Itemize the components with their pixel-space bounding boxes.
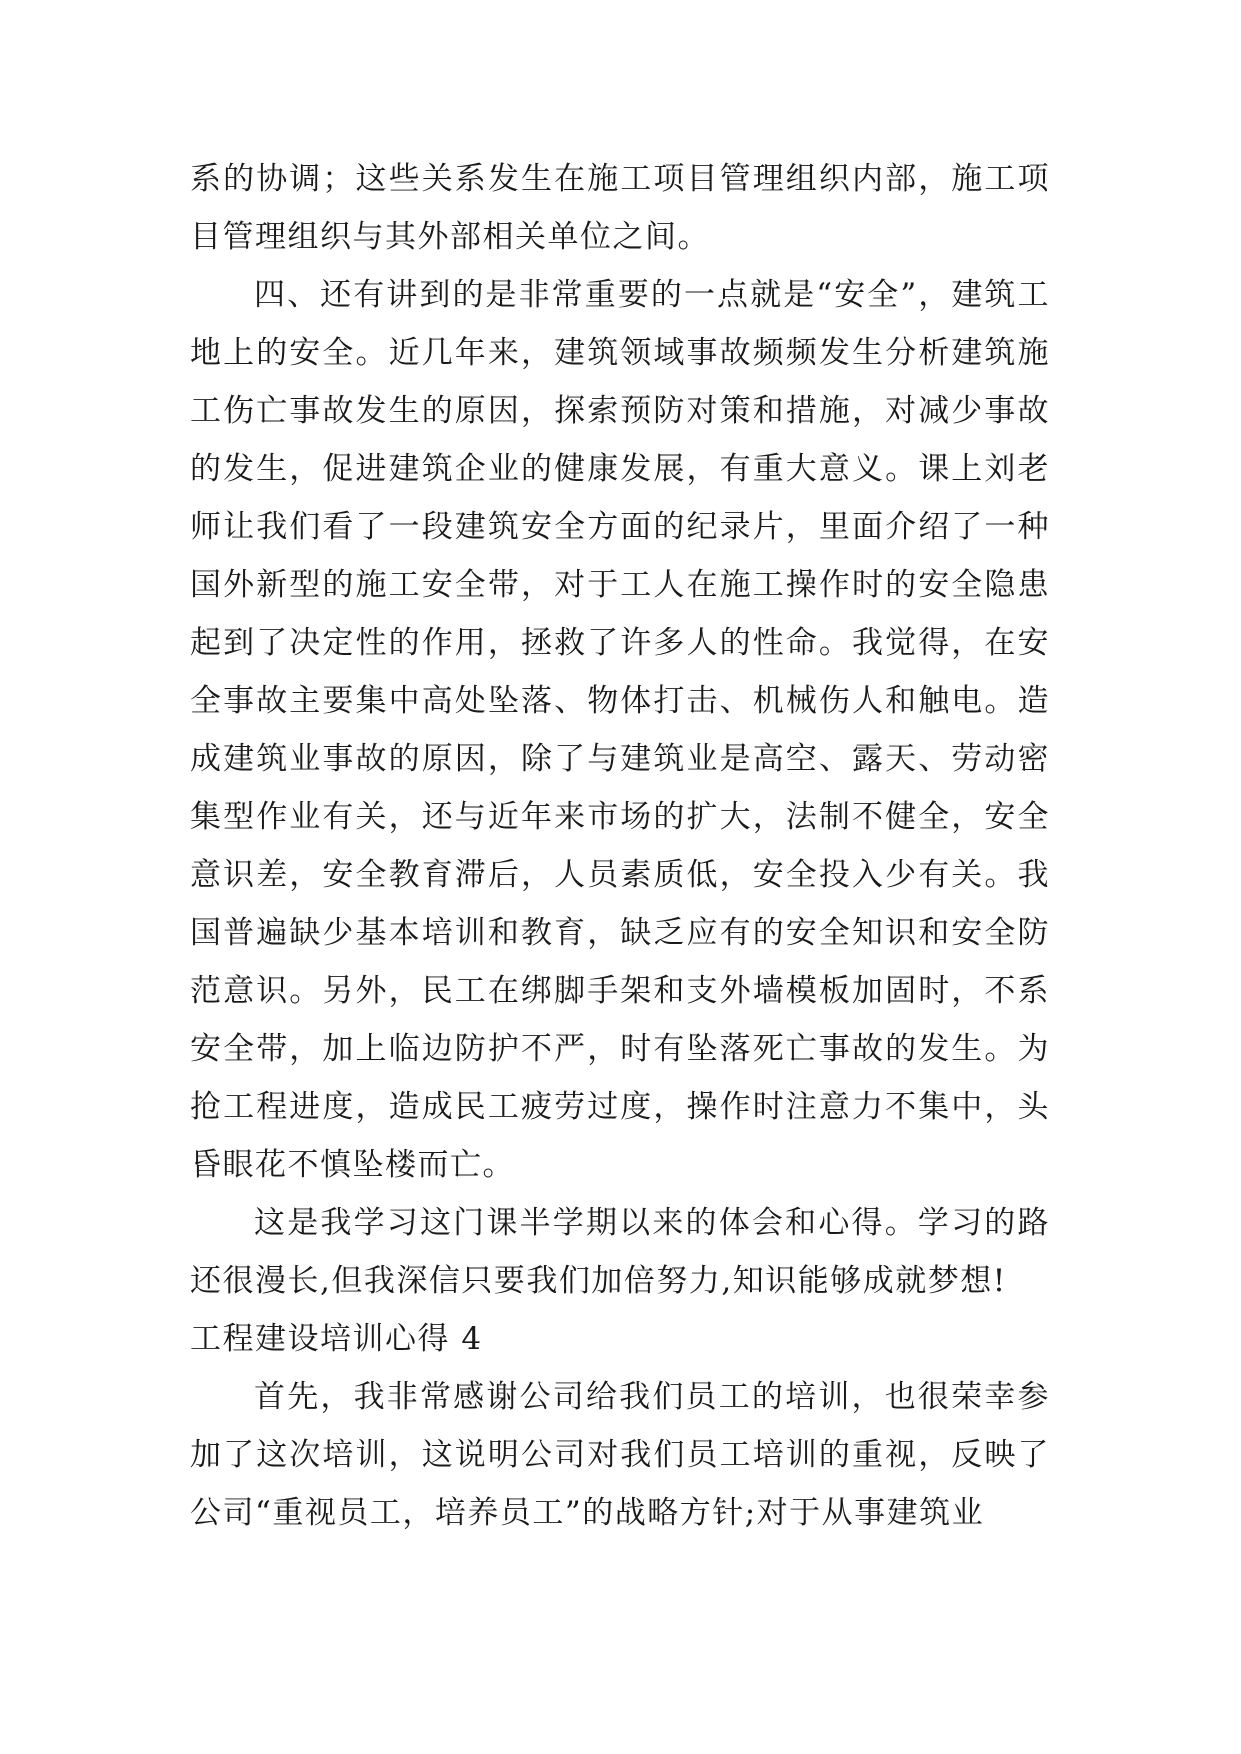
paragraph-safety: 四、还有讲到的是非常重要的一点就是“安全”，建筑工地上的安全。近几年来，建筑领域事故频频发生分析建筑施工伤亡事故发生的原因，探索预防对策和措施，对减少事故的发生，促进建筑企业的健康发展，有重大意义。课上刘老师让我们看了一段建筑安全方面的纪录片，里面介绍了一种国外新型的施工安全带，对于工人在施工操作时的安全隐患起到了决定性的作用，拯救了许多人的性命。我觉得，在安全事故主要集中高处坠落、物体打击、机械伤人和触电。造成建筑业事故的原因，除了与建筑业是高空、露天、劳动密集型作业有关，还与近年来市场的扩大，法制不健全，安全意识差，安全教育滞后，人员素质低，安全投入少有关。我国普遍缺少基本培训和教育，缺乏应有的安全知识和安全防范意识。另外，民工在绑脚手架和支外墙模板加固时，不系安全带，加上临边防护不严，时有坠落死亡事故的发生。为抢工程进度，造成民工疲劳过度，操作时注意力不集中，头昏眼花不慎坠楼而亡。 xyxy=(190,277,1050,1183)
section-heading: 工程建设培训心得 4 xyxy=(190,1321,483,1357)
paragraph-training-intro: 首先，我非常感谢公司给我们员工的培训，也很荣幸参加了这次培训，这说明公司对我们员工培训的重视，反映了公司“重视员工，培养员工”的战略方针;对于从事建筑业 xyxy=(190,1379,1050,1531)
document-body xyxy=(190,150,1050,1542)
paragraph-conclusion: 这是我学习这门课半学期以来的体会和心得。学习的路还很漫长,但我深信只要我们加倍努力,知识能够成就梦想! xyxy=(190,1205,1050,1299)
paragraph-continuation: 系的协调；这些关系发生在施工项目管理组织内部，施工项目管理组织与其外部相关单位之间。 xyxy=(190,161,1050,255)
